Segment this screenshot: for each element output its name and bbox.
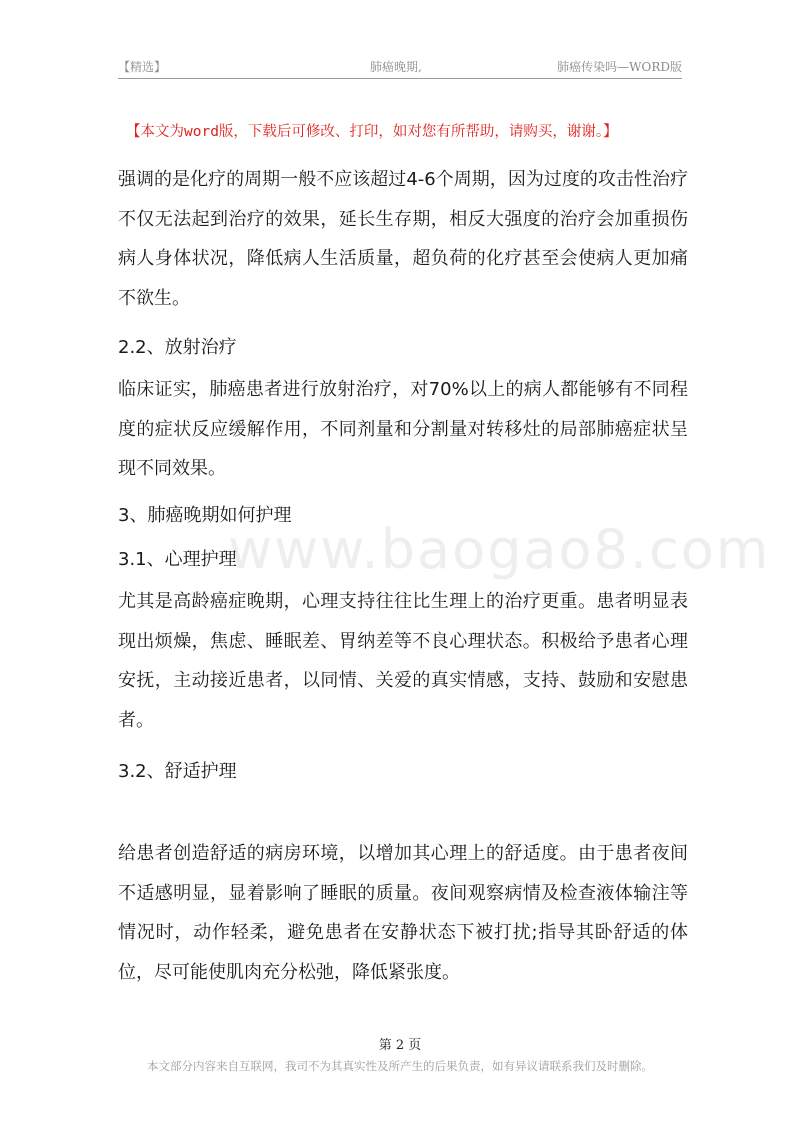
page-number: 第 2 页 <box>378 1038 422 1053</box>
watermark-text: www.baogao8.com <box>228 518 771 581</box>
heading-comfort-care: 3.2、舒适护理 <box>118 761 237 782</box>
heading-radiotherapy: 2.2、放射治疗 <box>118 337 237 358</box>
paragraph-psychological-care: 尤其是高龄癌症晚期，心理支持往往比生理上的治疗更重。患者明显表现出烦燥，焦虑、睡眠差、胃纳差等不良心理状态。积极给予患者心理安抚，主动接近患者，以同情、关爱的真实情感，支持、鼓励和安慰患者。 <box>118 591 688 731</box>
header-center-text: 肺癌晚期, <box>370 60 422 74</box>
page-header <box>118 56 682 79</box>
paragraph-comfort-care: 给患者创造舒适的病房环境，以增加其心理上的舒适度。由于患者夜间不适感明显，显着影响了睡眠的质量。夜间观察病情及检查液体输注等情况时，动作轻柔，避免患者在安静状态下被打扰;指导其卧舒适的体位，尽可能使肌肉充分松弛，降低紧张度。 <box>118 843 688 983</box>
header-right-text: 肺癌传染吗—WORD版 <box>557 60 682 74</box>
paragraph-radiotherapy: 临床证实，肺癌患者进行放射治疗，对70%以上的病人都能够有不同程度的症状反应缓解作用，不同剂量和分割量对转移灶的局部肺癌症状呈现不同效果。 <box>118 379 688 479</box>
heading-psychological-care: 3.1、心理护理 <box>118 549 237 570</box>
heading-nursing: 3、肺癌晚期如何护理 <box>118 505 292 526</box>
paragraph-chemotherapy: 强调的是化疗的周期一般不应该超过4-6个周期，因为过度的攻击性治疗不仅无法起到治疗的效果，延长生存期，相反大强度的治疗会加重损伤病人身体状况，降低病人生活质量，超负荷的化疗甚至会使病人更加痛不欲生。 <box>118 169 688 309</box>
download-notice: 【本文为word版，下载后可修改、打印，如对您有所帮助，请购买，谢谢。】 <box>126 124 618 140</box>
footer-disclaimer: 本文部分内容来自互联网，我司不为其真实性及所产生的后果负责，如有异议请联系我们及时删除。 <box>147 1059 653 1073</box>
header-left-text: 【精选】 <box>118 60 167 74</box>
